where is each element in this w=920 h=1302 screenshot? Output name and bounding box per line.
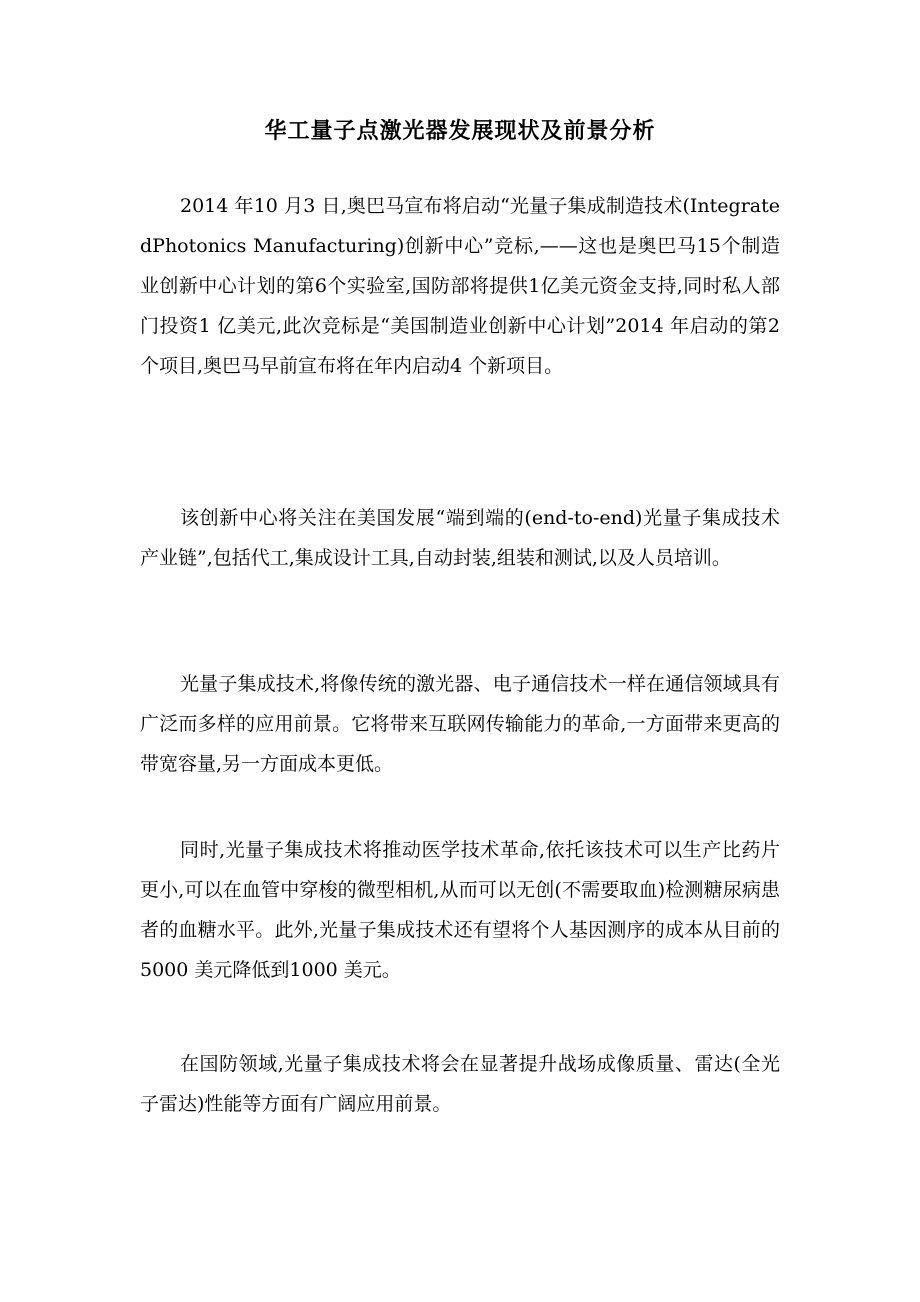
paragraph-3: 光量子集成技术,将像传统的激光器、电子通信技术一样在通信领域具有广泛而多样的应用前景。它将带来互联网传输能力的革命,一方面带来更高的带宽容量,另一方面成本更低。 [140,673,780,775]
paragraph-1: 2014 年10 月3 日,奥巴马宣布将启动“光量子集成制造技术(IntegratedPhotonics Manufacturing)创新中心”竞标,——这也是奥巴马15个制造业创新中心计划的第6个实验室,国防部将提供1亿美元资金支持,同时私人部门投资1 亿美元,此次竞标是“美国制造业创新中心计划”2014 年启动的第2个项目,奥巴马早前宣布将在年内启动4 个新项目。 [140,195,780,377]
paragraph-5: 在国防领域,光量子集成技术将会在显著提升战场成像质量、雷达(全光子雷达)性能等方面有广阔应用前景。 [140,1053,780,1115]
paragraph-2: 该创新中心将关注在美国发展“端到端的(end-to-end)光量子集成技术产业链”,包括代工,集成设计工具,自动封装,组装和测试,以及人员培训。 [140,507,780,569]
document-title: 华工量子点激光器发展现状及前景分析 [264,119,656,144]
paragraph-4: 同时,光量子集成技术将推动医学技术革命,依托该技术可以生产比药片更小,可以在血管中穿梭的微型相机,从而可以无创(不需要取血)检测糖尿病患者的血糖水平。此外,光量子集成技术还有望将个人基因测序的成本从目前的5000 美元降低到1000 美元。 [140,839,781,981]
